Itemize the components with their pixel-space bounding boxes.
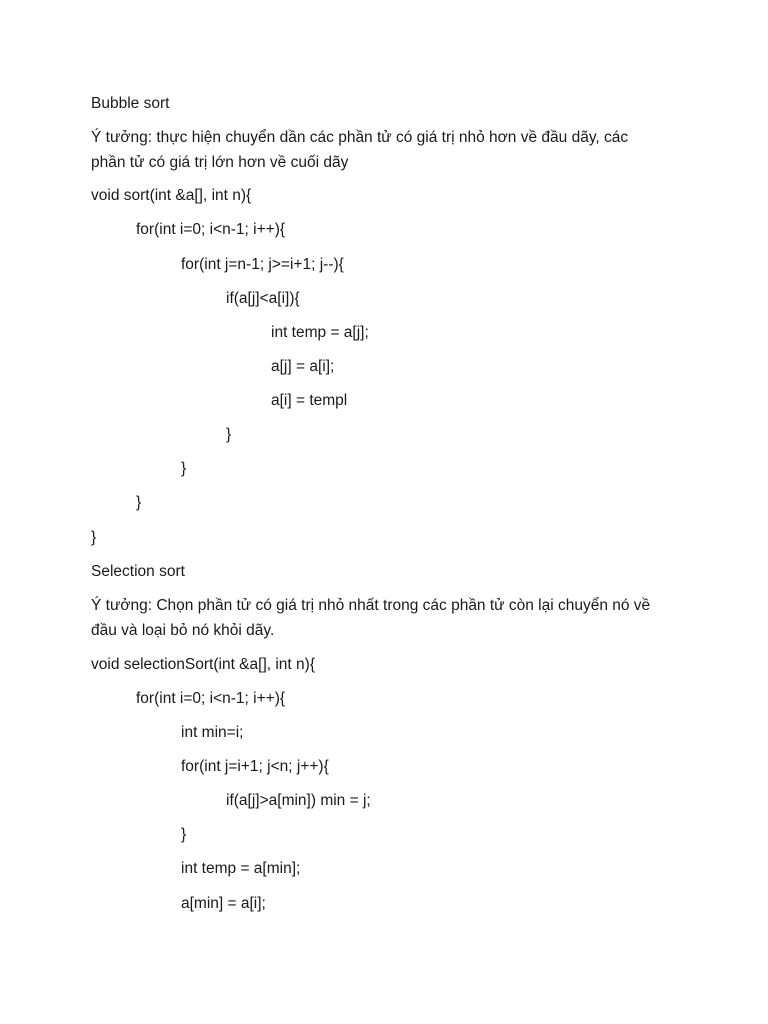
code-line: } [136,494,142,511]
code-line: a[i] = templ [271,392,348,409]
bubble-sort-idea-line-2: phần tử có giá trị lớn hơn về cuối dãy [91,154,349,171]
code-line: } [226,426,232,443]
code-line: for(int i=0; i<n-1; i++){ [136,690,286,707]
code-line: void selectionSort(int &a[], int n){ [91,656,316,673]
code-line: for(int j=i+1; j<n; j++){ [181,758,329,775]
code-line: void sort(int &a[], int n){ [91,187,252,204]
code-line: a[j] = a[i]; [271,358,335,375]
code-line: } [181,826,187,843]
code-line: if(a[j]>a[min]) min = j; [226,792,371,809]
code-line: int min=i; [181,724,244,741]
code-line: for(int i=0; i<n-1; i++){ [136,221,286,238]
bubble-sort-heading: Bubble sort [91,95,170,112]
code-line: int temp = a[min]; [181,860,301,877]
selection-sort-heading: Selection sort [91,563,185,580]
selection-sort-idea-line-1: Ý tưởng: Chọn phần tử có giá trị nhỏ nhất trong các phần tử còn lại chuyển nó về [91,597,651,614]
selection-sort-idea-line-2: đầu và loại bỏ nó khỏi dãy. [91,622,275,639]
code-line: for(int j=n-1; j>=i+1; j--){ [181,256,344,273]
code-line: } [91,529,97,546]
code-line: a[min] = a[i]; [181,895,266,912]
code-line: if(a[j]<a[i]){ [226,290,300,307]
code-line: int temp = a[j]; [271,324,369,341]
code-line: } [181,460,187,477]
bubble-sort-idea-line-1: Ý tưởng: thực hiện chuyển dần các phần tử có giá trị nhỏ hơn về đầu dãy, các [91,129,629,146]
